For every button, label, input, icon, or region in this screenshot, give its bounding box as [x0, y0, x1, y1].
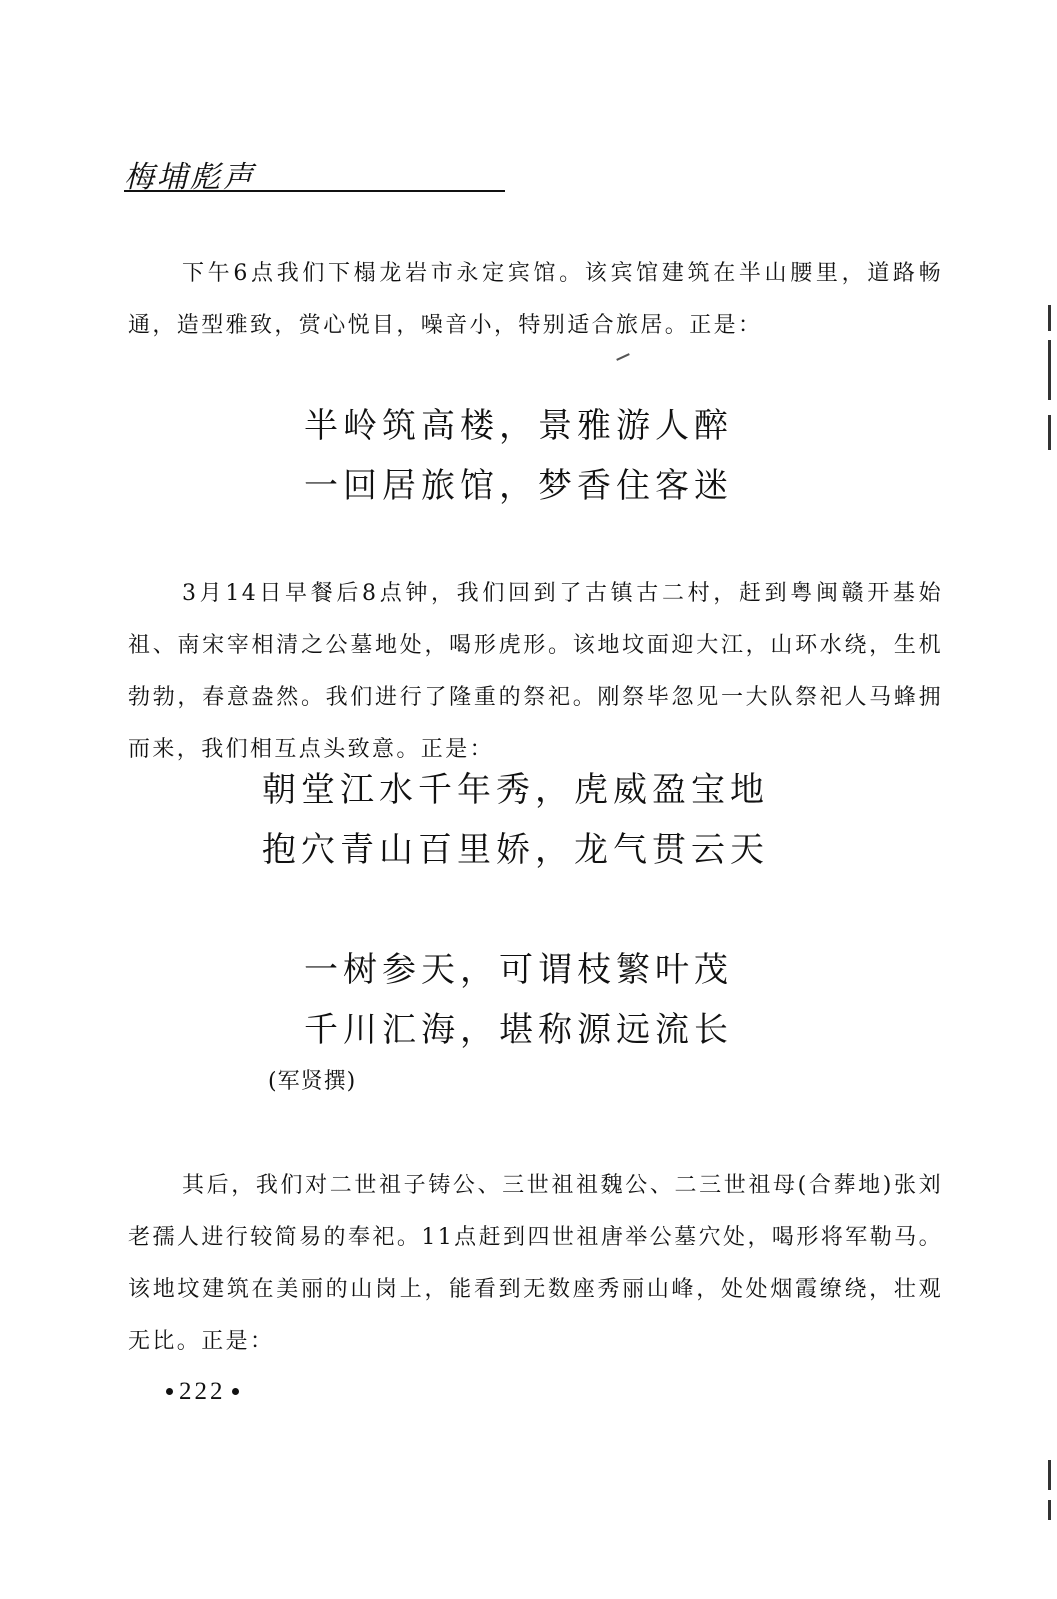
- scan-artifact: [1048, 415, 1051, 450]
- header-rule: [124, 190, 505, 192]
- poem-2-line-2: 抱穴青山百里娇，龙气贯云天: [262, 830, 769, 870]
- poem-3: [304, 940, 733, 1060]
- poem-1-line-2: 一回居旅馆，梦香住客迷: [304, 466, 733, 506]
- poem-3-line-2: 千川汇海，堪称源远流长: [304, 1010, 733, 1050]
- poem-2-line-1: 朝堂江水千年秀，虎威盈宝地: [262, 770, 769, 810]
- scan-artifact: [1048, 1500, 1051, 1520]
- page-number-dot-right: [232, 1388, 239, 1395]
- paragraph-1: [128, 248, 943, 352]
- page-number-dot-left: [166, 1388, 173, 1395]
- poem-3-line-1: 一树参天，可谓枝繁叶茂: [304, 950, 733, 990]
- poem-1: [304, 396, 733, 516]
- poem-2: [262, 760, 769, 880]
- scan-artifact: [1048, 1460, 1051, 1490]
- paragraph-2: [128, 568, 943, 776]
- poem-1-line-1: 半岭筑高楼，景雅游人醉: [304, 406, 733, 446]
- paragraph-1-text: 下午6点我们下榻龙岩市永定宾馆。该宾馆建筑在半山腰里，道路畅通，造型雅致，赏心悦目，噪音小，特别适合旅居。正是：: [128, 261, 943, 338]
- paragraph-3: [128, 1160, 943, 1368]
- poem-attribution: (军贤撰): [268, 1069, 357, 1094]
- page-number-value: 222: [179, 1378, 226, 1405]
- paragraph-3-text: 其后，我们对二世祖子铸公、三世祖祖魏公、二三世祖母(合葬地)张刘老孺人进行较简易的奉祀。11点赶到四世祖唐举公墓穴处，喝形将军勒马。该地坟建筑在美丽的山岗上，能看到无数座秀丽山峰，处处烟霞缭绕，壮观无比。正是：: [128, 1173, 943, 1354]
- scan-artifact: [1048, 340, 1051, 400]
- running-header-title: 梅埔彪声: [124, 160, 256, 195]
- scan-speck: [616, 353, 630, 361]
- paragraph-2-text: 3月14日早餐后8点钟，我们回到了古镇古二村，赶到粤闽赣开基始祖、南宋宰相清之公墓地处，喝形虎形。该地坟面迎大江，山环水绕，生机勃勃，春意盎然。我们进行了隆重的祭祀。刚祭毕忽见一大队祭祀人马蜂拥而来，我们相互点头致意。正是：: [128, 581, 943, 762]
- scan-artifact: [1048, 305, 1051, 331]
- page-number: [160, 1378, 245, 1406]
